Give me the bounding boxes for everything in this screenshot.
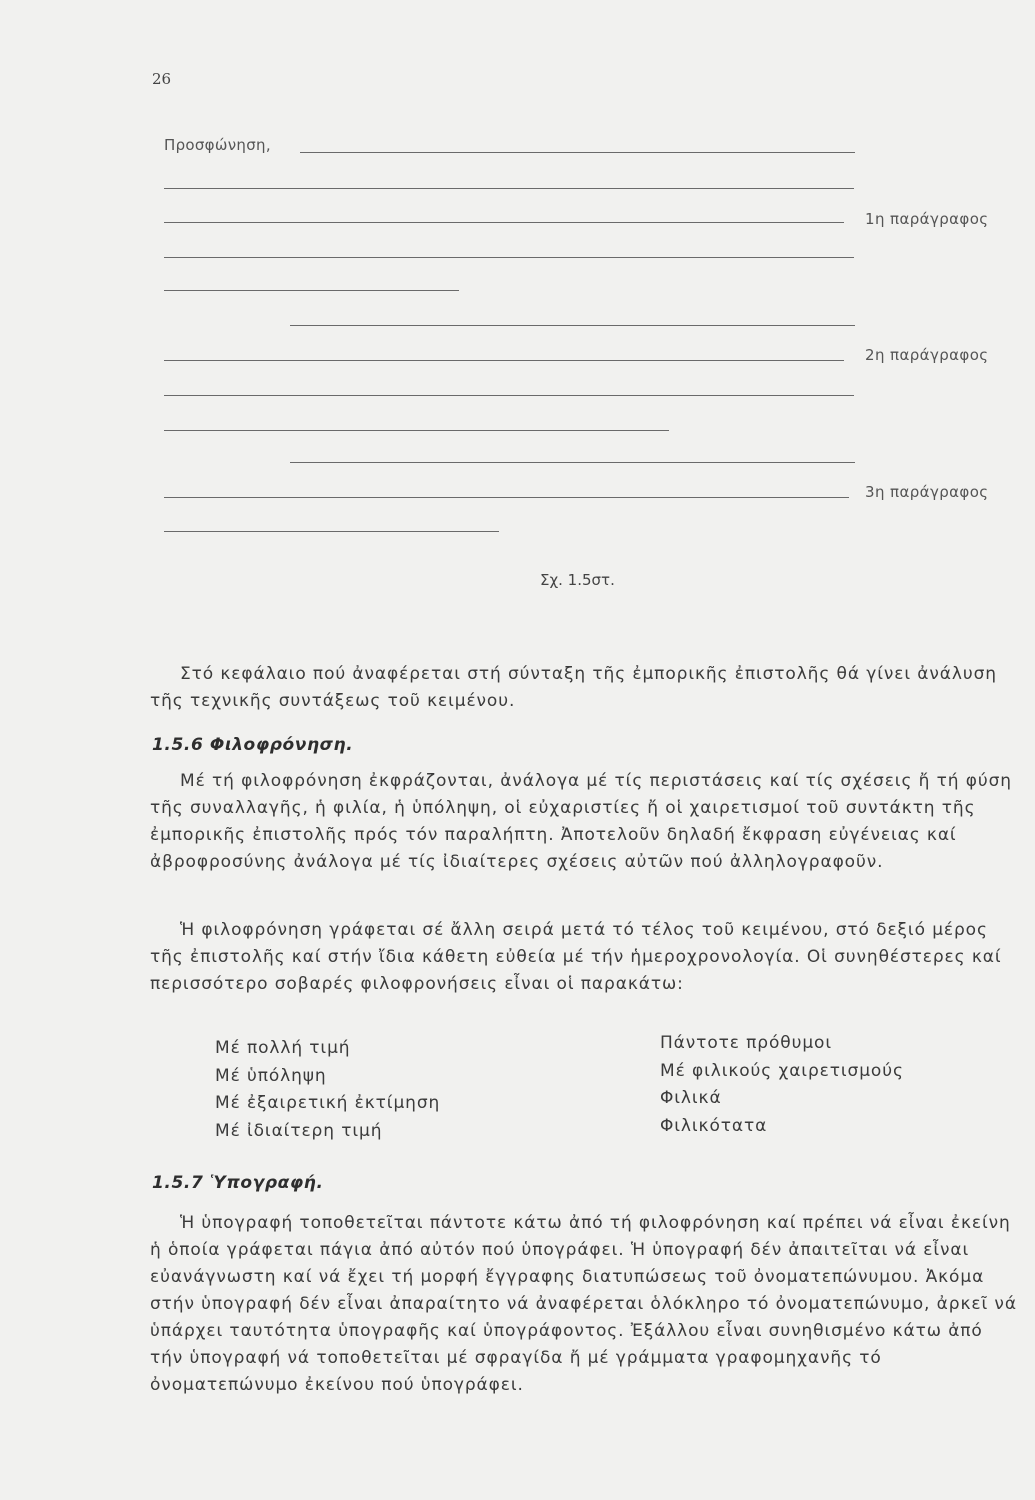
blank-line <box>300 152 855 153</box>
paragraph-label-2: 2η παράγραφος <box>865 346 989 364</box>
blank-line <box>164 188 854 189</box>
page-number: 26 <box>152 70 172 88</box>
section-1-5-6-paragraph-2: Ἡ φιλοφρόνηση γράφεται σέ ἄλλη σειρά μετά τό τέλος τοῦ κειμένου, στό δεξιό μέρος τῆς ἐπιστολῆς καί στήν ἴδια κάθετη εὐθεία μέ τήν ἡμεροχρονολογία. Οἱ συνηθέστερες καί περισσότερο σοβαρές φιλοφρονήσεις εἶναι οἱ παρακάτω: <box>150 920 1002 994</box>
closing-phrase: Μέ πολλή τιμή <box>215 1038 351 1058</box>
closing-phrase: Μέ φιλικούς χαιρετισμούς <box>660 1060 904 1081</box>
salutation-label: Προσφώνηση, <box>164 136 271 154</box>
paragraph-label-1: 1η παράγραφος <box>865 210 989 228</box>
blank-line <box>164 497 849 498</box>
blank-line <box>164 222 844 223</box>
closing-phrase: Φιλικότατα <box>660 1115 768 1136</box>
section-1-5-7-paragraph: Ἡ ὑπογραφή τοποθετεῖται πάντοτε κάτω ἀπό τή φιλοφρόνηση καί πρέπει νά εἶναι ἐκείνη ἡ ὁποία γράφεται πάγια ἀπό αὐτόν πού ὑπογράφει. Ἡ ὑπογραφή δέν ἀπαιτεῖται νά εἶναι εὐανάγνωστη καί νά ἔχει τή μορφή ἔγγραφης διατυπώσεως τοῦ ὀνοματεπώνυμου. Ἀκόμα στήν ὑπογραφή δέν εἶναι ἀπαραίτητο νά ἀναφέρεται ὁλόκληρο τό ὀνοματεπώνυμο, ἀρκεῖ νά ὑπάρχει ταυτότητα ὑπογραφῆς καί ὑπογράφοντος. Ἐξάλλου εἶναι συνηθισμένο κάτω ἀπό τήν ὑπογραφή νά τοποθετεῖται μέ σφραγίδα ἤ μέ γράμματα γραφομηχανῆς τό ὀνοματεπώνυμο ἐκείνου πού ὑπογράφει. <box>150 1213 1017 1395</box>
paragraph-label-3: 3η παράγραφος <box>865 483 989 501</box>
blank-line <box>164 430 669 431</box>
blank-line <box>164 257 854 258</box>
closings-left-list <box>215 1035 440 1145</box>
closing-phrase: Μέ ἰδιαίτερη τιμή <box>215 1120 383 1141</box>
blank-line <box>164 290 459 291</box>
letter-layout-figure <box>0 0 1035 600</box>
closings-right-list <box>660 1030 904 1140</box>
blank-line <box>164 531 499 532</box>
blank-line <box>290 325 855 326</box>
section-1-5-6-paragraph-1: Μέ τή φιλοφρόνηση ἐκφράζονται, ἀνάλογα μέ τίς περιστάσεις καί τίς σχέσεις ἤ τή φύση τῆς συναλλαγῆς, ἡ φιλία, ἡ ὑπόληψη, οἱ εὐχαριστίες ἤ οἱ χαιρετισμοί τοῦ συντάκτη τῆς ἐμπορικῆς ἐπιστολῆς πρός τόν παραλήπτη. Ἀποτελοῦν δηλαδή ἔκφραση εὐγένειας καί ἀβροφροσύνης ἀνάλογα μέ τίς ἰδιαίτερες σχέσεις αὐτῶν πού ἀλληλογραφοῦν. <box>150 771 1012 872</box>
blank-line <box>164 395 854 396</box>
figure-caption: Σχ. 1.5στ. <box>540 571 615 589</box>
closing-phrase: Φιλικά <box>660 1088 722 1108</box>
closing-phrase: Μέ ἐξαιρετική ἐκτίμηση <box>215 1093 441 1113</box>
intro-paragraph: Στό κεφάλαιο πού ἀναφέρεται στή σύνταξη τῆς ἐμπορικῆς ἐπιστολῆς θά γίνει ἀνάλυση τῆς τεχνικῆς συντάξεως τοῦ κειμένου. <box>150 664 997 711</box>
section-heading-1-5-7: 1.5.7 Ὑπογραφή. <box>152 1173 324 1193</box>
blank-line <box>164 360 844 361</box>
closing-phrase: Μέ ὑπόληψη <box>215 1065 327 1086</box>
section-heading-1-5-6: 1.5.6 Φιλοφρόνηση. <box>152 735 354 755</box>
blank-line <box>290 462 855 463</box>
closing-phrase: Πάντοτε πρόθυμοι <box>660 1033 832 1053</box>
